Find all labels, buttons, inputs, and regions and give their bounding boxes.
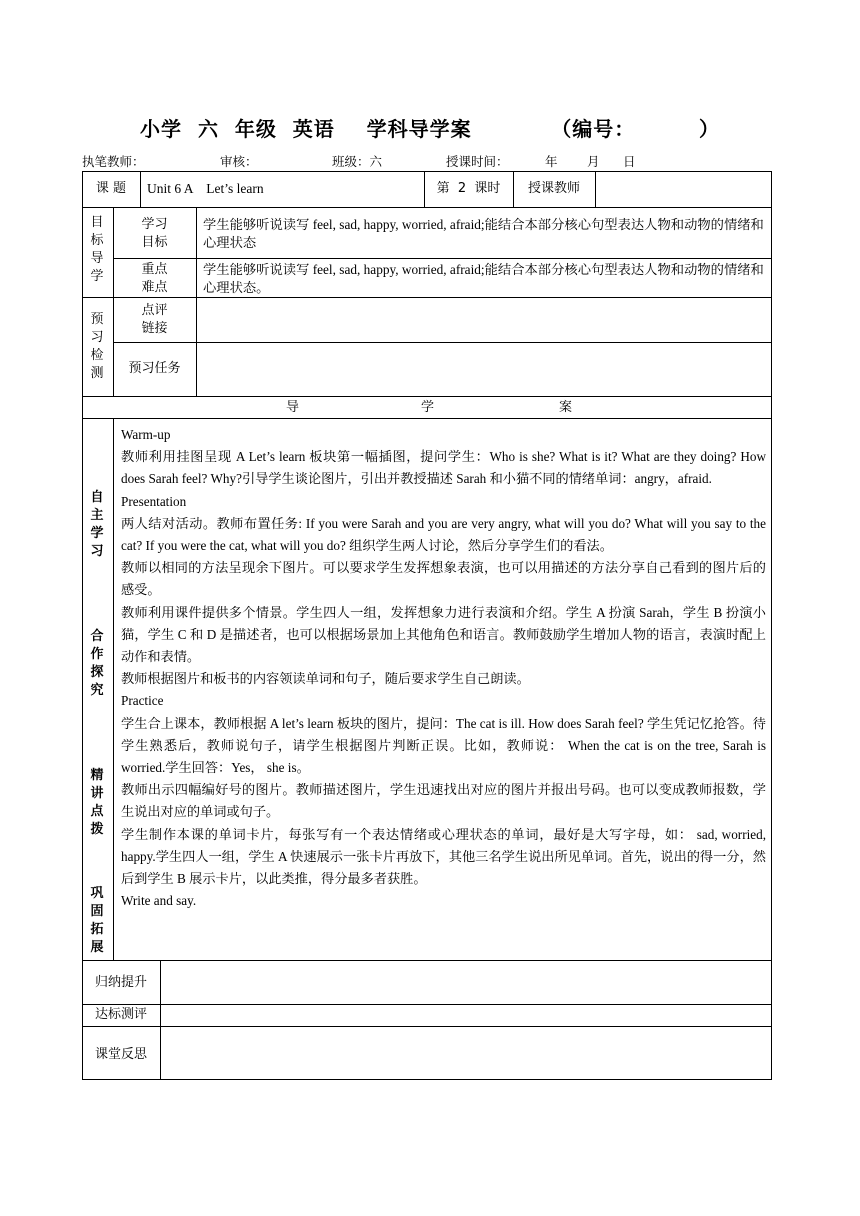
body-paragraph: 两人结对活动。教师布置任务: If you were Sarah and you are very angry, what will you do? What will you say to the cat? If you were the cat, what will you do? 组织学生两人讨论，然后分享学生们的看法。	[121, 515, 766, 554]
objective-label: 学习 目标	[141, 217, 168, 250]
body-paragraph: Presentation	[121, 493, 187, 509]
body-paragraph: 学生制作本课的单词卡片，每张写有一个表达情绪或心理状态的单词，最好是大写字母，如： sad, worried, happy.学生四人一组，学生 A 快速展示一张卡片再放下，其他三名学生说出所见单词。首先，说出的得一分，然后到学生 B 展示卡片，以此类推，得分最多者获胜。	[121, 826, 766, 887]
body-paragraph: 学生合上课本，教师根据 A let’s learn 板块的图片，提问：The cat is ill. How does Sarah feel? 学生凭记忆抢答。待学生熟悉后，教师说句子，请学生根据图片判断正误。比如，教师说： When the cat is on the tree, Sarah is worried.学生回答：Yes， she is。	[121, 715, 766, 776]
body-paragraph: Write and say.	[121, 893, 197, 909]
body-paragraph: 教师以相同的方法呈现余下图片。可以要求学生发挥想象表演，也可以用描述的方法分享自己看到的图片后的感受。	[121, 560, 766, 598]
self-study-label: 自 主 学 习	[90, 490, 104, 559]
task-label: 预习任务	[128, 361, 181, 376]
key-text: 学生能够听说读写 feel, sad, happy, worried, afraid;能结合本部分核心句型表达人物和动物的情绪和心理状态。	[203, 262, 764, 295]
page-title: 小学 六 年级 英语 学科导学案 （编号： ）	[140, 117, 720, 141]
cooperate-label: 合 作 探 究	[90, 629, 104, 698]
body-paragraph: 教师出示四幅编好号的图片。教师描述图片，学生迅速找出对应的图片并报出号码。也可以变成教师报数，学生说出对应的单词或句子。	[121, 782, 766, 820]
body-paragraph: Practice	[121, 693, 164, 709]
review-label: 审核：	[220, 154, 258, 169]
day-label: 日	[623, 154, 636, 169]
preview-section-label: 预 习 检 测	[90, 312, 104, 381]
summary-label: 归纳提升	[94, 975, 147, 990]
period-label: 第 2 课时	[436, 181, 501, 196]
teacher-label-cell: 授课教师	[527, 181, 580, 196]
time-label: 授课时间：	[446, 154, 509, 169]
topic-value: Unit 6 A Let’s learn	[147, 181, 264, 196]
topic-label: 课 题	[95, 181, 127, 196]
objective-text: 学生能够听说读写 feel, sad, happy, worried, afraid;能结合本部分核心句型表达人物和动物的情绪和心理状态	[203, 217, 764, 250]
test-label: 达标测评	[94, 1007, 147, 1022]
body-paragraph: 教师根据图片和板书的内容领读单词和句子，随后要求学生自己朗读。	[121, 671, 530, 687]
reflection-label: 课堂反思	[94, 1047, 147, 1062]
body-paragraph: 教师利用挂图呈现 A Let’s learn 板块第一幅插图，提问学生：Who is she? What is it? What are they doing? How does Sarah feel? Why?引导学生谈论图片，引出并教授描述 Sarah 和小猫不同的情绪单词：angry，afraid.	[121, 449, 766, 487]
lesson-body	[121, 424, 766, 912]
year-label: 年	[545, 154, 558, 169]
class-label: 班级：六	[332, 154, 383, 169]
month-label: 月	[587, 154, 600, 169]
goals-section-label: 目 标 导 学	[90, 215, 104, 284]
explain-label: 精 讲 点 拨	[90, 768, 104, 837]
body-paragraph: 教师利用课件提供多个情景。学生四人一组，发挥想象力进行表演和介绍。学生 A 扮演 Sarah，学生 B 扮演小猫，学生 C 和 D 是描述者，也可以根据场景加上其他角色和语言。教师鼓励学生增加人物的语言，表演时配上动作和表情。	[121, 604, 766, 665]
guide-header-2: 学	[421, 400, 435, 415]
key-label: 重点 难点	[141, 262, 168, 295]
guide-header-1: 导	[286, 400, 300, 415]
guide-header-3: 案	[559, 400, 573, 415]
comment-label: 点评 链接	[141, 303, 168, 336]
extend-label: 巩 固 拓 展	[90, 886, 104, 955]
teacher-label: 执笔教师：	[82, 154, 145, 169]
body-paragraph: Warm-up	[121, 427, 171, 442]
